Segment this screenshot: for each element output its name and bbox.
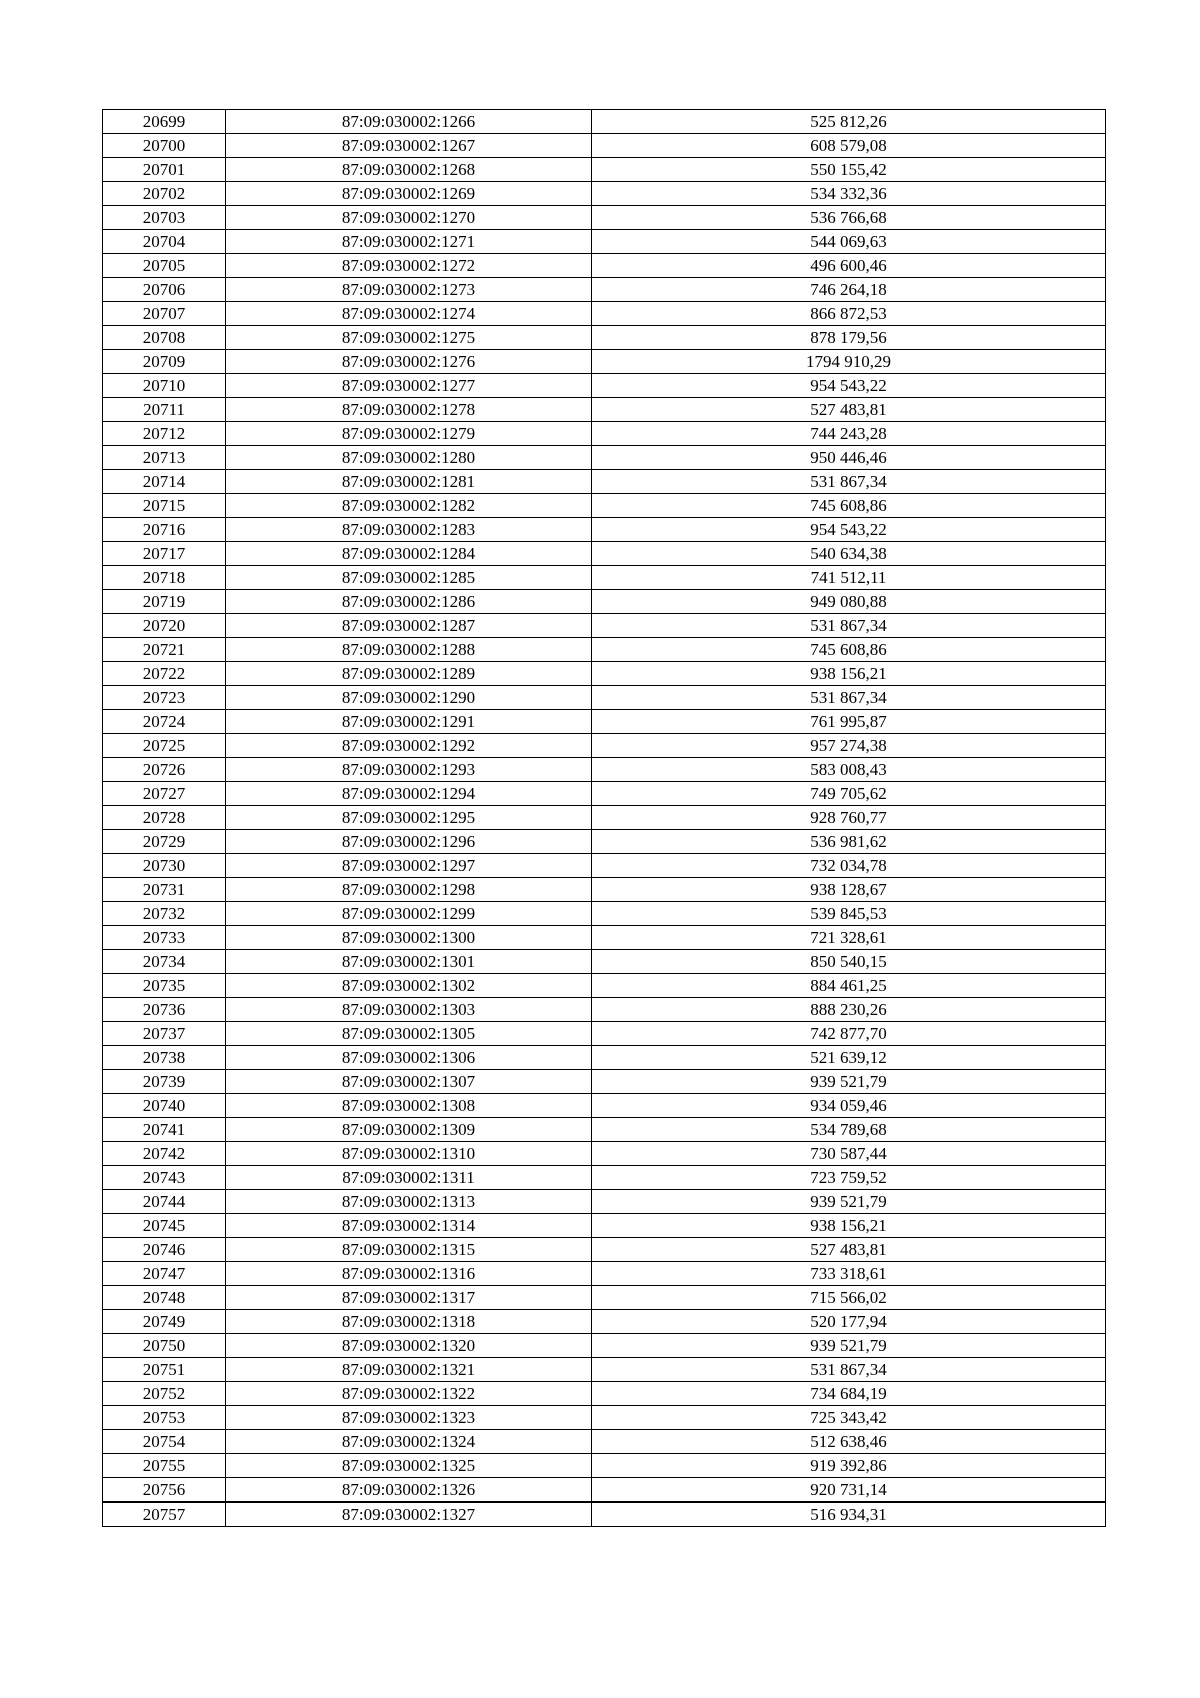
table-row [103,374,1106,398]
cadastral-number-cell: 87:09:030002:1291 [226,710,592,734]
cadastral-value-cell: 1794 910,29 [592,350,1106,374]
table-row [103,1334,1106,1358]
cadastral-value-cell: 938 128,67 [592,878,1106,902]
cadastral-number-cell: 87:09:030002:1309 [226,1118,592,1142]
cadastral-value-cell: 761 995,87 [592,710,1106,734]
row-number-cell: 20726 [103,758,226,782]
cadastral-number-cell: 87:09:030002:1275 [226,326,592,350]
cadastral-value-cell: 928 760,77 [592,806,1106,830]
cadastral-value-cell: 749 705,62 [592,782,1106,806]
table-row [103,830,1106,854]
row-number-cell: 20749 [103,1310,226,1334]
row-number-cell: 20739 [103,1070,226,1094]
row-number-cell: 20753 [103,1406,226,1430]
cadastral-value-cell: 919 392,86 [592,1454,1106,1478]
cadastral-number-cell: 87:09:030002:1281 [226,470,592,494]
cadastral-value-cell: 732 034,78 [592,854,1106,878]
row-number-cell: 20754 [103,1430,226,1454]
row-number-cell: 20721 [103,638,226,662]
row-number-cell: 20723 [103,686,226,710]
cadastral-number-cell: 87:09:030002:1290 [226,686,592,710]
cadastral-value-cell: 866 872,53 [592,302,1106,326]
row-number-cell: 20747 [103,1262,226,1286]
cadastral-number-cell: 87:09:030002:1278 [226,398,592,422]
cadastral-value-cell: 954 543,22 [592,518,1106,542]
table-row [103,1166,1106,1190]
table-row [103,758,1106,782]
table-row [103,710,1106,734]
row-number-cell: 20745 [103,1214,226,1238]
table-row [103,734,1106,758]
cadastral-value-cell: 745 608,86 [592,494,1106,518]
cadastral-value-cell: 520 177,94 [592,1310,1106,1334]
row-number-cell: 20743 [103,1166,226,1190]
row-number-cell: 20732 [103,902,226,926]
cadastral-value-cell: 939 521,79 [592,1190,1106,1214]
row-number-cell: 20740 [103,1094,226,1118]
cadastral-value-cell: 957 274,38 [592,734,1106,758]
cadastral-number-cell: 87:09:030002:1326 [226,1478,592,1503]
cadastral-value-cell: 525 812,26 [592,110,1106,134]
row-number-cell: 20725 [103,734,226,758]
cadastral-value-cell: 531 867,34 [592,470,1106,494]
row-number-cell: 20719 [103,590,226,614]
row-number-cell: 20704 [103,230,226,254]
table-row [103,542,1106,566]
table-row [103,1022,1106,1046]
cadastral-value-cell: 536 981,62 [592,830,1106,854]
cadastral-value-cell: 949 080,88 [592,590,1106,614]
row-number-cell: 20735 [103,974,226,998]
row-number-cell: 20746 [103,1238,226,1262]
table-row [103,1502,1106,1527]
cadastral-number-cell: 87:09:030002:1294 [226,782,592,806]
table-row [103,590,1106,614]
cadastral-number-cell: 87:09:030002:1280 [226,446,592,470]
table-row [103,1094,1106,1118]
cadastral-number-cell: 87:09:030002:1297 [226,854,592,878]
cadastral-number-cell: 87:09:030002:1266 [226,110,592,134]
cadastral-value-cell: 939 521,79 [592,1070,1106,1094]
cadastral-value-cell: 521 639,12 [592,1046,1106,1070]
cadastral-number-cell: 87:09:030002:1277 [226,374,592,398]
row-number-cell: 20714 [103,470,226,494]
row-number-cell: 20752 [103,1382,226,1406]
row-number-cell: 20751 [103,1358,226,1382]
table-body [103,110,1106,1527]
table-row [103,1406,1106,1430]
cadastral-value-cell: 496 600,46 [592,254,1106,278]
table-row [103,1070,1106,1094]
row-number-cell: 20710 [103,374,226,398]
table-row [103,902,1106,926]
cadastral-number-cell: 87:09:030002:1315 [226,1238,592,1262]
table-row [103,998,1106,1022]
table-row [103,1214,1106,1238]
row-number-cell: 20734 [103,950,226,974]
table-row [103,110,1106,134]
table-row [103,662,1106,686]
cadastral-value-table [102,109,1106,1527]
cadastral-number-cell: 87:09:030002:1307 [226,1070,592,1094]
table-row [103,1286,1106,1310]
cadastral-number-cell: 87:09:030002:1298 [226,878,592,902]
table-row [103,446,1106,470]
row-number-cell: 20716 [103,518,226,542]
row-number-cell: 20757 [103,1502,226,1527]
cadastral-value-cell: 539 845,53 [592,902,1106,926]
cadastral-number-cell: 87:09:030002:1323 [226,1406,592,1430]
table-row [103,974,1106,998]
cadastral-number-cell: 87:09:030002:1325 [226,1454,592,1478]
table-row [103,806,1106,830]
row-number-cell: 20711 [103,398,226,422]
row-number-cell: 20702 [103,182,226,206]
cadastral-number-cell: 87:09:030002:1322 [226,1382,592,1406]
row-number-cell: 20750 [103,1334,226,1358]
cadastral-value-cell: 531 867,34 [592,686,1106,710]
cadastral-value-cell: 878 179,56 [592,326,1106,350]
cadastral-number-cell: 87:09:030002:1270 [226,206,592,230]
cadastral-value-cell: 725 343,42 [592,1406,1106,1430]
row-number-cell: 20737 [103,1022,226,1046]
cadastral-value-cell: 531 867,34 [592,614,1106,638]
cadastral-value-cell: 550 155,42 [592,158,1106,182]
cadastral-number-cell: 87:09:030002:1300 [226,926,592,950]
table-row [103,614,1106,638]
row-number-cell: 20718 [103,566,226,590]
table-row [103,206,1106,230]
row-number-cell: 20699 [103,110,226,134]
cadastral-number-cell: 87:09:030002:1303 [226,998,592,1022]
row-number-cell: 20730 [103,854,226,878]
table-row [103,1382,1106,1406]
cadastral-number-cell: 87:09:030002:1318 [226,1310,592,1334]
cadastral-number-cell: 87:09:030002:1310 [226,1142,592,1166]
row-number-cell: 20738 [103,1046,226,1070]
table-row [103,1478,1106,1503]
row-number-cell: 20724 [103,710,226,734]
cadastral-value-cell: 742 877,70 [592,1022,1106,1046]
table-row [103,158,1106,182]
cadastral-value-cell: 920 731,14 [592,1478,1106,1503]
row-number-cell: 20729 [103,830,226,854]
table-row [103,1238,1106,1262]
table-row [103,950,1106,974]
cadastral-number-cell: 87:09:030002:1306 [226,1046,592,1070]
row-number-cell: 20748 [103,1286,226,1310]
cadastral-number-cell: 87:09:030002:1321 [226,1358,592,1382]
table-row [103,134,1106,158]
cadastral-number-cell: 87:09:030002:1327 [226,1502,592,1527]
cadastral-value-cell: 536 766,68 [592,206,1106,230]
table-row [103,494,1106,518]
table-row [103,1310,1106,1334]
table-row [103,1190,1106,1214]
table-row [103,854,1106,878]
cadastral-value-cell: 744 243,28 [592,422,1106,446]
table-row [103,1046,1106,1070]
cadastral-number-cell: 87:09:030002:1269 [226,182,592,206]
table-row [103,566,1106,590]
cadastral-number-cell: 87:09:030002:1313 [226,1190,592,1214]
row-number-cell: 20733 [103,926,226,950]
cadastral-number-cell: 87:09:030002:1285 [226,566,592,590]
cadastral-value-cell: 745 608,86 [592,638,1106,662]
table-row [103,350,1106,374]
cadastral-number-cell: 87:09:030002:1292 [226,734,592,758]
row-number-cell: 20741 [103,1118,226,1142]
cadastral-number-cell: 87:09:030002:1279 [226,422,592,446]
cadastral-value-cell: 721 328,61 [592,926,1106,950]
cadastral-number-cell: 87:09:030002:1268 [226,158,592,182]
cadastral-number-cell: 87:09:030002:1286 [226,590,592,614]
cadastral-number-cell: 87:09:030002:1271 [226,230,592,254]
cadastral-value-cell: 746 264,18 [592,278,1106,302]
table-row [103,230,1106,254]
cadastral-value-cell: 544 069,63 [592,230,1106,254]
cadastral-number-cell: 87:09:030002:1283 [226,518,592,542]
table-row [103,1142,1106,1166]
cadastral-number-cell: 87:09:030002:1316 [226,1262,592,1286]
row-number-cell: 20701 [103,158,226,182]
cadastral-number-cell: 87:09:030002:1267 [226,134,592,158]
cadastral-value-cell: 884 461,25 [592,974,1106,998]
cadastral-number-cell: 87:09:030002:1288 [226,638,592,662]
cadastral-value-cell: 734 684,19 [592,1382,1106,1406]
table-row [103,638,1106,662]
cadastral-value-cell: 715 566,02 [592,1286,1106,1310]
table-row [103,254,1106,278]
table-row [103,470,1106,494]
cadastral-number-cell: 87:09:030002:1293 [226,758,592,782]
row-number-cell: 20722 [103,662,226,686]
row-number-cell: 20705 [103,254,226,278]
table-row [103,1358,1106,1382]
cadastral-number-cell: 87:09:030002:1284 [226,542,592,566]
table-row [103,782,1106,806]
cadastral-number-cell: 87:09:030002:1274 [226,302,592,326]
table-row [103,1454,1106,1478]
cadastral-value-cell: 531 867,34 [592,1358,1106,1382]
table-row [103,326,1106,350]
cadastral-number-cell: 87:09:030002:1302 [226,974,592,998]
cadastral-number-cell: 87:09:030002:1324 [226,1430,592,1454]
cadastral-value-cell: 723 759,52 [592,1166,1106,1190]
cadastral-number-cell: 87:09:030002:1282 [226,494,592,518]
cadastral-number-cell: 87:09:030002:1295 [226,806,592,830]
cadastral-number-cell: 87:09:030002:1314 [226,1214,592,1238]
table-row [103,1118,1106,1142]
row-number-cell: 20744 [103,1190,226,1214]
cadastral-value-cell: 534 789,68 [592,1118,1106,1142]
row-number-cell: 20728 [103,806,226,830]
row-number-cell: 20756 [103,1478,226,1503]
cadastral-value-cell: 527 483,81 [592,1238,1106,1262]
table-row [103,1262,1106,1286]
cadastral-value-cell: 950 446,46 [592,446,1106,470]
cadastral-value-cell: 540 634,38 [592,542,1106,566]
row-number-cell: 20712 [103,422,226,446]
cadastral-value-cell: 888 230,26 [592,998,1106,1022]
cadastral-value-cell: 741 512,11 [592,566,1106,590]
table-row [103,302,1106,326]
cadastral-value-cell: 516 934,31 [592,1502,1106,1527]
cadastral-value-cell: 938 156,21 [592,662,1106,686]
cadastral-value-cell: 512 638,46 [592,1430,1106,1454]
cadastral-value-cell: 608 579,08 [592,134,1106,158]
row-number-cell: 20720 [103,614,226,638]
cadastral-number-cell: 87:09:030002:1320 [226,1334,592,1358]
row-number-cell: 20703 [103,206,226,230]
cadastral-number-cell: 87:09:030002:1272 [226,254,592,278]
row-number-cell: 20707 [103,302,226,326]
cadastral-number-cell: 87:09:030002:1273 [226,278,592,302]
row-number-cell: 20755 [103,1454,226,1478]
cadastral-value-cell: 938 156,21 [592,1214,1106,1238]
cadastral-number-cell: 87:09:030002:1317 [226,1286,592,1310]
cadastral-number-cell: 87:09:030002:1276 [226,350,592,374]
cadastral-value-cell: 934 059,46 [592,1094,1106,1118]
cadastral-number-cell: 87:09:030002:1308 [226,1094,592,1118]
row-number-cell: 20742 [103,1142,226,1166]
row-number-cell: 20717 [103,542,226,566]
row-number-cell: 20706 [103,278,226,302]
table-row [103,182,1106,206]
cadastral-value-cell: 954 543,22 [592,374,1106,398]
cadastral-number-cell: 87:09:030002:1299 [226,902,592,926]
table-row [103,878,1106,902]
table-row [103,1430,1106,1454]
cadastral-number-cell: 87:09:030002:1311 [226,1166,592,1190]
table-row [103,926,1106,950]
cadastral-value-cell: 583 008,43 [592,758,1106,782]
cadastral-number-cell: 87:09:030002:1287 [226,614,592,638]
cadastral-value-cell: 939 521,79 [592,1334,1106,1358]
table-row [103,518,1106,542]
table-row [103,278,1106,302]
cadastral-value-cell: 733 318,61 [592,1262,1106,1286]
cadastral-number-cell: 87:09:030002:1301 [226,950,592,974]
row-number-cell: 20715 [103,494,226,518]
cadastral-number-cell: 87:09:030002:1289 [226,662,592,686]
table-row [103,422,1106,446]
cadastral-value-cell: 527 483,81 [592,398,1106,422]
table-row [103,398,1106,422]
row-number-cell: 20708 [103,326,226,350]
cadastral-value-cell: 534 332,36 [592,182,1106,206]
row-number-cell: 20709 [103,350,226,374]
row-number-cell: 20713 [103,446,226,470]
cadastral-value-cell: 730 587,44 [592,1142,1106,1166]
table-row [103,686,1106,710]
row-number-cell: 20736 [103,998,226,1022]
cadastral-value-cell: 850 540,15 [592,950,1106,974]
cadastral-number-cell: 87:09:030002:1305 [226,1022,592,1046]
row-number-cell: 20727 [103,782,226,806]
row-number-cell: 20731 [103,878,226,902]
row-number-cell: 20700 [103,134,226,158]
cadastral-number-cell: 87:09:030002:1296 [226,830,592,854]
